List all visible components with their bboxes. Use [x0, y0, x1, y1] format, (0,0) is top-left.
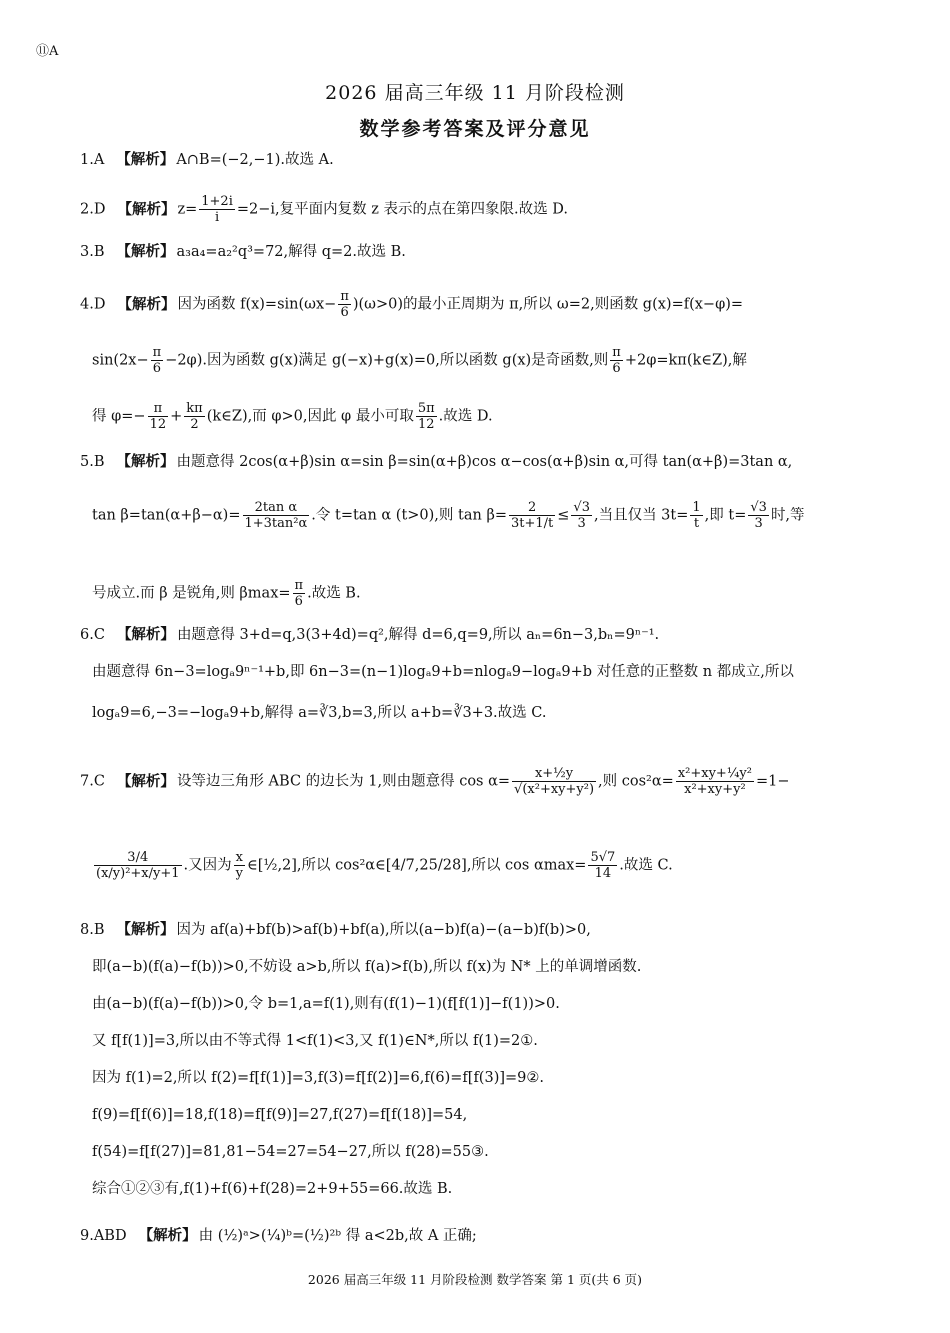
answer-text: 由题意得 2cos(α+β)sin α=sin β=sin(α+β)cos α−cos(α+β)sin α,可得 tan(α+β)=3tan α,	[176, 454, 793, 470]
answer-text: tan β=tan(α+β−α)=	[92, 507, 241, 524]
answer-text: +	[170, 408, 183, 425]
answer-text: =2−i,复平面内复数 z 表示的点在第四象限.故选 D.	[236, 201, 568, 218]
answer-text: .故选 D.	[438, 408, 493, 425]
answer-text: ∈[½,2],所以 cos²α∈[4/7,25/28],所以 cos αmax=	[247, 857, 587, 874]
fraction: $\frac{1}{t}$	[692, 500, 701, 531]
answer-line-q8b	[92, 957, 641, 977]
answer-line-q8d	[92, 1031, 538, 1051]
analysis-tag: 【解析】	[116, 453, 175, 470]
answer-text: 综合①②③有,f(1)+f(6)+f(28)=2+9+55=66.故选 B.	[92, 1181, 453, 1197]
question-number: 2.D	[80, 201, 106, 218]
fraction: $\frac{1+2i}{i}$	[201, 194, 233, 225]
answer-text: A∩B=(−2,−1).故选 A.	[176, 152, 334, 168]
answer-line-q1	[80, 150, 334, 170]
answer-text: =1−	[755, 773, 790, 790]
analysis-tag: 【解析】	[116, 626, 175, 643]
analysis-tag: 【解析】	[116, 151, 175, 168]
fraction: $\frac{5√7}{14}$	[590, 850, 616, 881]
analysis-tag: 【解析】	[117, 200, 176, 218]
answer-line-q9	[80, 1226, 477, 1246]
answer-text: .故选 B.	[307, 585, 361, 602]
answer-text: 又 f[f(1)]=3,所以由不等式得 1<f(1)<3,又 f(1)∈N*,所以 f(1)=2①.	[92, 1033, 538, 1049]
question-number: 3.B	[80, 244, 105, 260]
answer-text: 因为 af(a)+bf(b)>af(b)+bf(a),所以(a−b)f(a)−(a−b)f(b)>0,	[176, 922, 591, 938]
answer-text: (k∈Z),而 φ>0,因此 φ 最小可取	[206, 408, 414, 425]
question-number: 6.C	[80, 627, 105, 643]
answer-line-q5c	[92, 578, 361, 609]
answer-text: sin(2x−	[92, 352, 149, 369]
fraction: $\frac{√3}{3}$	[573, 500, 590, 531]
page-footer: 2026 届高三年级 11 月阶段检测 数学答案 第 1 页(共 6 页)	[307, 1272, 643, 1287]
answer-line-q5b	[92, 500, 805, 531]
page-subtitle: 数学参考答案及评分意见	[359, 118, 591, 140]
question-number: 8.B	[80, 922, 105, 938]
question-number: 1.A	[80, 152, 105, 168]
answer-text: f(54)=f[f(27)]=81,81−54=27=54−27,所以 f(28)=55③.	[92, 1144, 489, 1160]
answer-text: a₃a₄=a₂²q³=72,解得 q=2.故选 B.	[176, 244, 406, 260]
answer-text: 设等边三角形 ABC 的边长为 1,则由题意得 cos α=	[176, 773, 511, 790]
answer-line-q6c	[92, 703, 546, 723]
answer-line-q4c	[92, 401, 493, 432]
answer-line-q8a	[80, 920, 591, 940]
answer-line-q8h	[92, 1179, 452, 1199]
answer-text: z=	[177, 201, 198, 218]
answer-line-q7b	[92, 850, 673, 881]
answer-line-q3	[80, 242, 406, 262]
answer-text: 时,等	[770, 507, 805, 524]
page-title: 2026 届高三年级 11 月阶段检测	[325, 82, 625, 104]
answer-text: 由(a−b)(f(a)−f(b))>0,令 b=1,a=f(1),则有(f(1)−1)(f[f(1)]−f(1))>0.	[92, 996, 560, 1012]
answer-text: .故选 C.	[619, 857, 673, 874]
answer-text: ≤	[557, 507, 570, 524]
fraction: $\frac{√3}{3}$	[750, 500, 767, 531]
paper-code: ⑪A	[36, 44, 59, 59]
answer-text: .又因为	[183, 857, 232, 874]
fraction: $\frac{5\pi}{12}$	[417, 401, 435, 432]
answer-line-q8c	[92, 994, 560, 1014]
fraction: $\frac{\pi}{6}$	[294, 578, 304, 609]
answer-line-q8g	[92, 1142, 489, 1162]
answer-text: 由 (½)ᵃ>(¼)ᵇ=(½)²ᵇ 得 a<2b,故 A 正确;	[198, 1228, 477, 1244]
fraction: $\frac{\pi}{6}$	[152, 345, 162, 376]
fraction: $\frac{3/4}{\text{(x/y)²+x/y+1}}$	[96, 850, 180, 881]
analysis-tag: 【解析】	[116, 243, 175, 260]
question-number: 5.B	[80, 454, 105, 470]
analysis-tag: 【解析】	[117, 295, 176, 313]
question-number: 7.C	[80, 773, 105, 790]
answer-line-q7a	[80, 766, 790, 797]
answer-text: logₐ9=6,−3=−logₐ9+b,解得 a=∛3,b=3,所以 a+b=∛3+3.故选 C.	[92, 705, 547, 721]
answer-text: 号成立.而 β 是锐角,则 βmax=	[92, 585, 291, 602]
analysis-tag: 【解析】	[116, 772, 175, 790]
answer-text: ,当且仅当 3t=	[593, 507, 689, 524]
answer-text: f(9)=f[f(6)]=18,f(18)=f[f(9)]=27,f(27)=f[f(18)]=54,	[92, 1107, 468, 1123]
analysis-tag: 【解析】	[138, 1227, 197, 1244]
answer-text: +2φ=kπ(k∈Z),解	[624, 352, 747, 369]
answer-text: ,即 t=	[704, 507, 747, 524]
fraction: $\frac{k\pi}{2}$	[186, 401, 203, 432]
answer-text: 由题意得 3+d=q,3(3+4d)=q²,解得 d=6,q=9,所以 aₙ=6n−3,bₙ=9ⁿ⁻¹.	[176, 627, 660, 643]
answer-text: −2φ).因为函数 g(x)满足 g(−x)+g(x)=0,所以函数 g(x)是奇函数,则	[165, 352, 609, 369]
fraction: $\frac{x}{y}$	[235, 850, 243, 881]
fraction: $\frac{\text{x+½y}}{\text{√(x²+xy+y²)}}$	[514, 766, 595, 797]
fraction: $\frac{\text{x²+xy+¼y²}}{\text{x²+xy+y²}}$	[677, 766, 752, 797]
answer-line-q8e	[92, 1068, 544, 1088]
answer-text: 因为 f(1)=2,所以 f(2)=f[f(1)]=3,f(3)=f[f(2)]=6,f(6)=f[f(3)]=9②.	[92, 1070, 544, 1086]
fraction: $\frac{\pi}{6}$	[612, 345, 621, 376]
answer-text: 得 φ=−	[92, 408, 146, 425]
answer-text: )(ω>0)的最小正周期为 π,所以 ω=2,则函数 g(x)=f(x−φ)=	[352, 296, 744, 313]
answer-line-q4b	[92, 345, 747, 376]
question-number: 4.D	[80, 296, 106, 313]
fraction: $\frac{\pi}{6}$	[340, 289, 349, 320]
fraction: $\frac{\pi}{12}$	[149, 401, 167, 432]
answer-text: .令 t=tan α (t>0),则 tan β=	[311, 507, 507, 524]
answer-text: 由题意得 6n−3=logₐ9ⁿ⁻¹+b,即 6n−3=(n−1)logₐ9+b=nlogₐ9−logₐ9+b 对任意的正整数 n 都成立,所以	[92, 664, 794, 680]
analysis-tag: 【解析】	[116, 921, 175, 938]
answer-text: ,则 cos²α=	[598, 773, 674, 790]
answer-line-q6a	[80, 625, 659, 645]
answer-text: 因为函数 f(x)=sin(ωx−	[177, 296, 337, 313]
answer-text: 即(a−b)(f(a)−f(b))>0,不妨设 a>b,所以 f(a)>f(b),所以 f(x)为 N* 上的单调增函数.	[92, 959, 642, 975]
answer-line-q5a	[80, 452, 792, 472]
answer-line-q4a	[80, 289, 743, 320]
question-number: 9.ABD	[80, 1228, 127, 1244]
answer-line-q2	[80, 194, 568, 225]
answer-line-q8f	[92, 1105, 467, 1125]
answer-line-q6b	[92, 662, 794, 682]
fraction: $\frac{2}{3t+1/t}$	[510, 500, 554, 531]
fraction: $\frac{\text{2tan α}}{\text{1+3tan²α}}$	[244, 500, 308, 531]
